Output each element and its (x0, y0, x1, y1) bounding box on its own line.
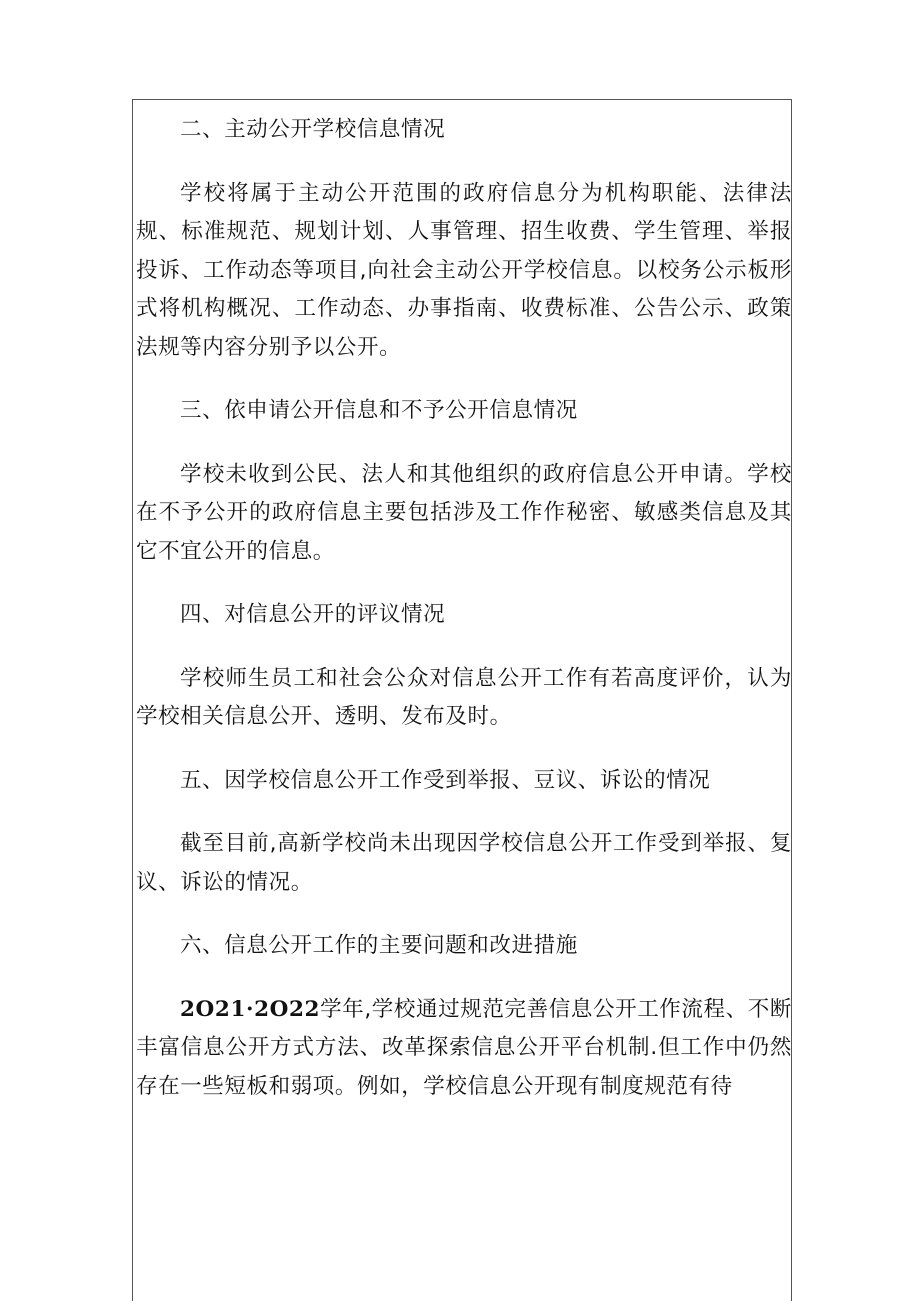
section-heading-6: 六、信息公开工作的主要问题和改进措施 (180, 933, 578, 958)
section-body-4: 学校师生员工和社会公众对信息公开工作有若高度评价，认为学校相关信息公开、透明、发布及时。 (136, 665, 792, 729)
section-body-3: 学校未收到公民、法人和其他组织的政府信息公开申请。学校在不予公开的政府信息主要包括涉及工作作秘密、敏感类信息及其它不宜公开的信息。 (136, 461, 792, 564)
section-body-6 (136, 991, 792, 1107)
academic-year: 2O21·2O22 (180, 996, 321, 1022)
section-body-2: 学校将属于主动公开范围的政府信息分为机构职能、法律法规、标准规范、规划计划、人事管理、招生收费、学生管理、举报投诉、工作动态等项目,向社会主动公开学校信息。以校务公示板形式将机构概况、工作动态、办事指南、收费标准、公告公示、政策法规等内容分别予以公开。 (136, 180, 792, 360)
document-content (136, 111, 792, 1131)
section-body-6-text: 学年,学校通过规范完善信息公开工作流程、不断丰富信息公开方式方法、改革探索信息公开平台机制.但工作中仍然存在一些短板和弱项。例如，学校信息公开现有制度规范有待 (136, 996, 792, 1099)
section-heading-2: 二、主动公开学校信息情况 (180, 117, 446, 142)
section-body-5: 截至目前,高新学校尚未出现因学校信息公开工作受到举报、复议、诉讼的情况。 (136, 831, 792, 895)
section-heading-3: 三、依申请公开信息和不予公开信息情况 (180, 398, 578, 423)
section-heading-5: 五、因学校信息公开工作受到举报、豆议、诉讼的情况 (180, 767, 711, 793)
section-heading-4: 四、对信息公开的评议情况 (180, 602, 446, 627)
